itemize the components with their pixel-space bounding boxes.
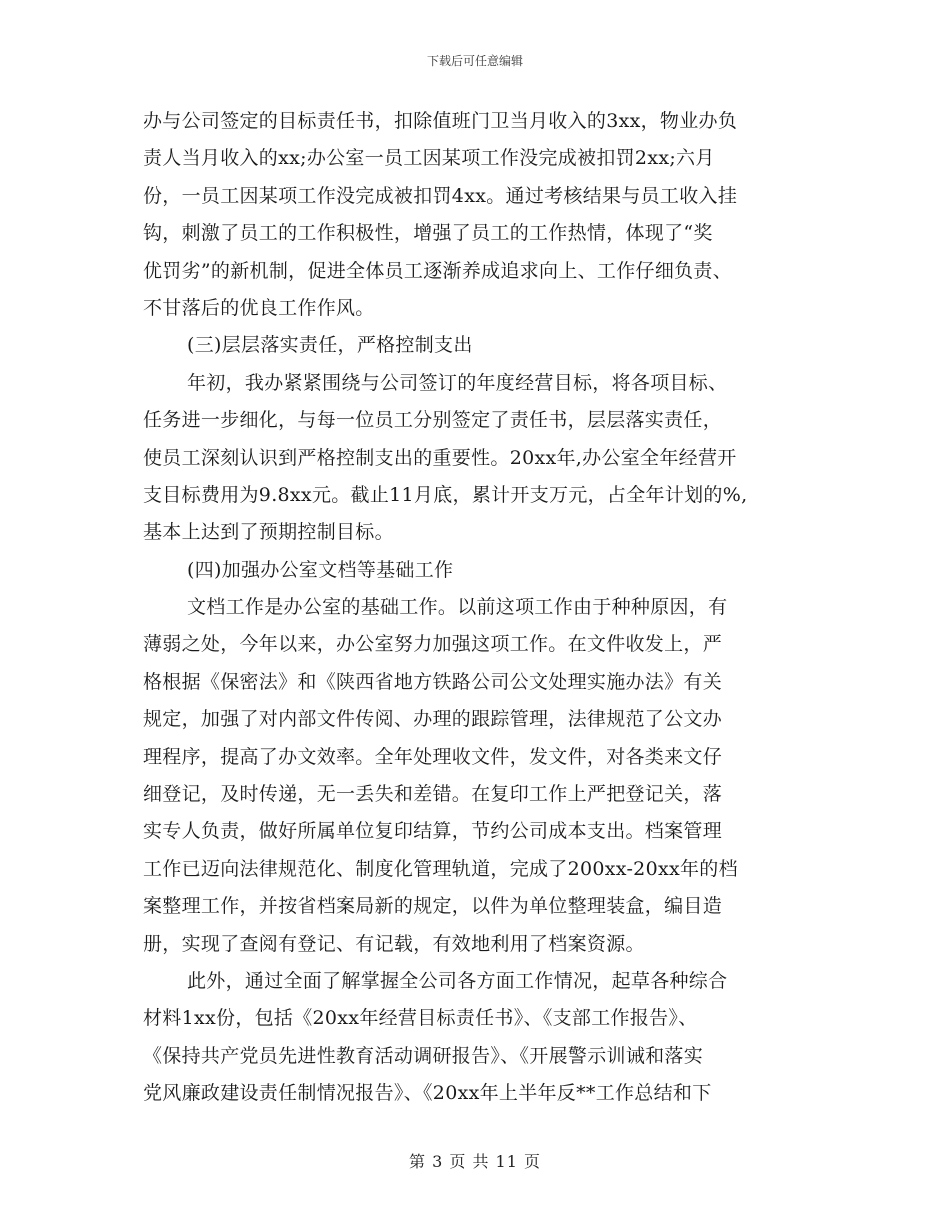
text-line: 不甘落后的优良工作作风。: [143, 296, 375, 319]
text-line: 钩，刺激了员工的工作积极性，增强了员工的工作热情，体现了“奖: [143, 222, 713, 245]
text-line: 使员工深刻认识到严格控制支出的重要性。20xx年,办公室全年经营开: [143, 446, 737, 469]
text-line: 优罚劣”的新机制，促进全体员工逐渐养成追求向上、工作仔细负责、: [143, 259, 733, 282]
text-line: 册，实现了查阅有登记、有记载，有效地利用了档案资源。: [143, 932, 645, 955]
text-line: 实专人负责，做好所属单位复印结算，节约公司成本支出。档案管理: [143, 820, 723, 843]
text-line: 办与公司签定的目标责任书，扣除值班门卫当月收入的3xx，物业办负: [143, 110, 738, 132]
document-body: [143, 103, 811, 1113]
text-line: 材料1xx份，包括《20xx年经营目标责任书》、《支部工作报告》、: [143, 1007, 698, 1030]
text-line: 格根据《保密法》和《陕西省地方铁路公司公文处理实施办法》有关: [143, 670, 723, 693]
text-line: 文档工作是办公室的基础工作。以前这项工作由于种种原因，有: [187, 596, 728, 619]
text-line: 责人当月收入的xx;办公室一员工因某项工作没完成被扣罚2xx;六月: [143, 147, 715, 170]
text-line: 份，一员工因某项工作没完成被扣罚4xx。通过考核结果与员工收入挂: [143, 184, 738, 207]
text-line: 薄弱之处，今年以来，办公室努力加强这项工作。在文件收发上，严: [143, 633, 723, 656]
text-line: 规定，加强了对内部文件传阅、办理的跟踪管理，法律规范了公文办: [143, 708, 723, 731]
text-line: 党风廉政建设责任制情况报告》、《20xx年上半年反**工作总结和下: [143, 1082, 712, 1105]
text-line: 支目标费用为9.8xx元。截止11月底，累计开支万元，占全年计划的%,: [143, 483, 748, 506]
text-line: 年初，我办紧紧围绕与公司签订的年度经营目标，将各项目标、: [187, 371, 728, 394]
text-line: 案整理工作，并按省档案局新的规定，以件为单位整理装盒，编目造: [143, 895, 723, 918]
text-line: 任务进一步细化，与每一位员工分别签定了责任书，层层落实责任，: [143, 409, 723, 432]
section-heading: (四)加强办公室文档等基础工作: [187, 558, 454, 581]
text-line: 此外，通过全面了解掌握全公司各方面工作情况，起草各种综合: [187, 969, 728, 992]
text-line: 工作已迈向法律规范化、制度化管理轨道，完成了200xx-20xx年的档: [143, 857, 738, 880]
text-line: 基本上达到了预期控制目标。: [143, 521, 394, 544]
text-line: 《保持共产党员先进性教育活动调研报告》、《开展警示训诫和落实: [143, 1044, 704, 1067]
page-number: 第 3 页 共 11 页: [409, 1152, 541, 1171]
text-line: 理程序，提高了办文效率。全年处理收文件，发文件，对各类来文仔: [143, 745, 723, 768]
page-header: 下载后可任意编辑: [426, 54, 523, 68]
text-line: 细登记，及时传递，无一丢失和差错。在复印工作上严把登记关，落: [143, 783, 723, 806]
section-heading: (三)层层落实责任，严格控制支出: [187, 334, 473, 357]
